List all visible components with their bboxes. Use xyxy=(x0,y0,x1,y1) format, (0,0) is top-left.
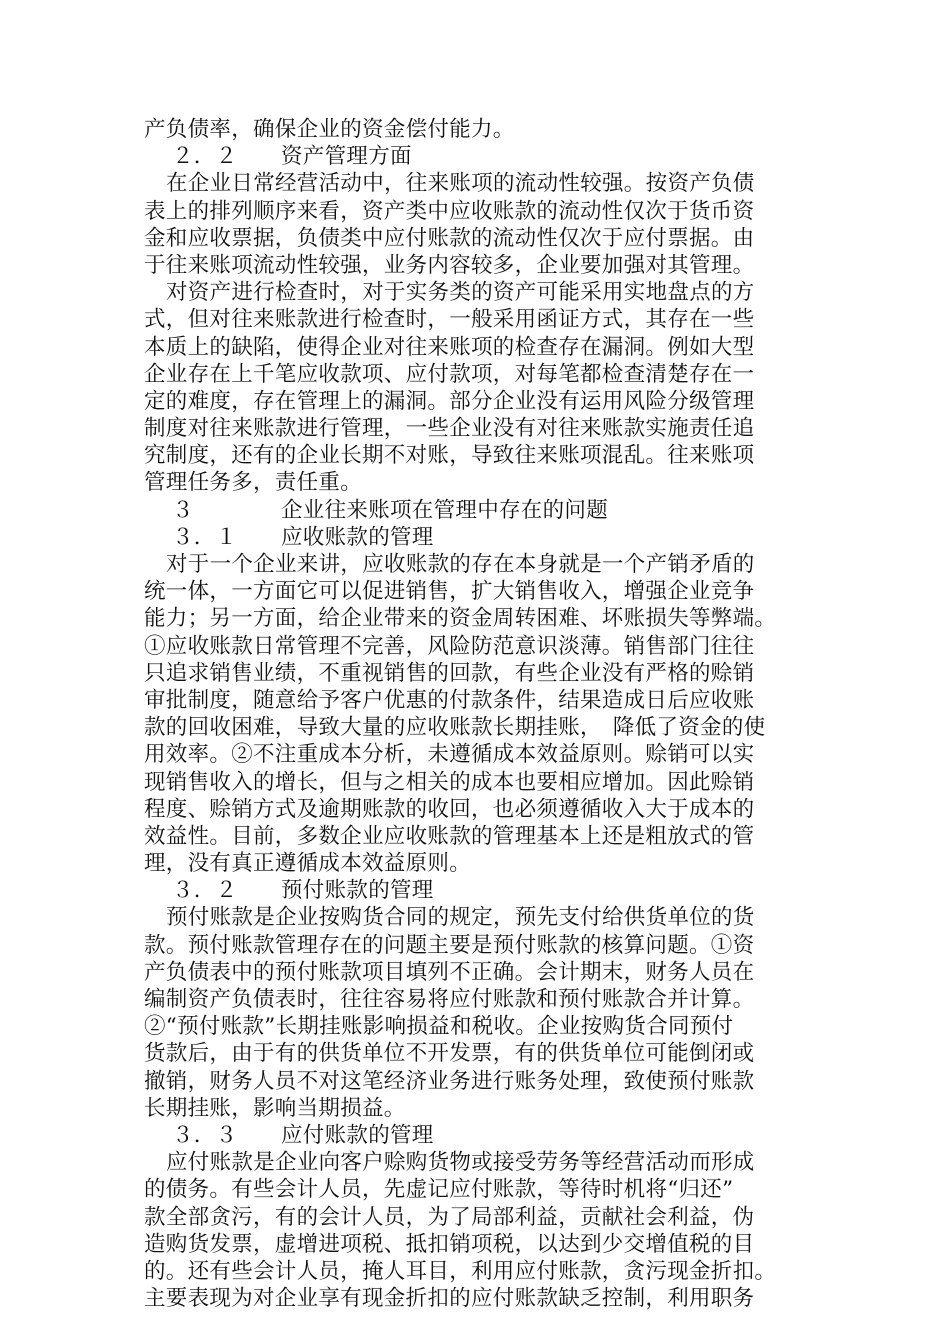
text-line: 理，没有真正遵循成本效益原则。 xyxy=(144,851,472,877)
text-line: 金和应收票据，负债类中应付账款的流动性仅次于应付票据。由 xyxy=(144,225,755,251)
text-line: 效益性。目前，多数企业应收账款的管理基本上还是粗放式的管 xyxy=(144,823,755,849)
text-line: 款全部贪污，有的会计人员，为了局部利益，贡献社会利益，伪 xyxy=(144,1204,755,1230)
text-line: 产负债表中的预付账款项目填列不正确。会计期末，财务人员在 xyxy=(144,959,755,985)
text-line: 款的回收困难，导致大量的应收账款长期挂账， 降低了资金的使 xyxy=(144,715,766,741)
paragraph-first-line: 对资产进行检查时，对于实务类的资产可能采用实地盘点的方 xyxy=(166,280,755,306)
paragraph-first-line: 应付账款是企业向客户赊购货物或接受劳务等经营活动而形成 xyxy=(166,1150,755,1176)
text-line: ①应收账款日常管理不完善，风险防范意识淡薄。销售部门往往 xyxy=(144,633,755,659)
text-line: 编制资产负债表时，往往容易将应付账款和预付账款合并计算。 xyxy=(144,987,755,1012)
subsection-heading: ３．３ 应付账款的管理 xyxy=(172,1122,434,1148)
text-line: 企业存在上千笔应收款项、应付款项，对每笔都检查清楚存在一 xyxy=(144,361,755,387)
text-line: 本质上的缺陷，使得企业对往来账项的检查存在漏洞。例如大型 xyxy=(144,334,755,360)
paragraph-first-line: 预付账款是企业按购货合同的规定，预先支付给供货单位的货 xyxy=(166,905,755,931)
text-line: 制度对往来账款进行管理，一些企业没有对往来账款实施责任追 xyxy=(144,416,755,442)
text-line: 撤销，财务人员不对这笔经济业务进行账务处理，致使预付账款 xyxy=(144,1068,755,1094)
text-line: 能力；另一方面，给企业带来的资金周转困难、坏账损失等弊端。 xyxy=(144,606,777,632)
subsection-heading: ３．１ 应收账款的管理 xyxy=(172,524,434,550)
document-body xyxy=(144,116,794,1312)
text-line: 只追求销售业绩，不重视销售的回款，有些企业没有严格的赊销 xyxy=(144,660,755,686)
text-line: 长期挂账，影响当期损益。 xyxy=(144,1095,406,1121)
text-line: 表上的排列顺序来看，资产类中应收账款的流动性仅次于货币资 xyxy=(144,198,755,224)
text-line: 主要表现为对企业享有现金折扣的应付账款缺乏控制，利用职务 xyxy=(144,1286,755,1312)
text-line: 用效率。②不注重成本分析，未遵循成本效益原则。赊销可以实 xyxy=(144,742,755,768)
paragraph-first-line: 对于一个企业来讲，应收账款的存在本身就是一个产销矛盾的 xyxy=(166,552,755,577)
text-line: 程度、赊销方式及逾期账款的收回，也必须遵循收入大于成本的 xyxy=(144,796,755,822)
text-line: 式，但对往来账款进行检查时，一般采用函证方式，其存在一些 xyxy=(144,307,755,333)
text-line: 货款后，由于有的供货单位不开发票，有的供货单位可能倒闭或 xyxy=(144,1041,755,1067)
text-line: ②“预付账款”长期挂账影响损益和税收。企业按购货合同预付 xyxy=(144,1014,734,1040)
text-line: 款。预付账款管理存在的问题主要是预付账款的核算问题。①资 xyxy=(144,932,755,958)
section-heading: ３ 企业往来账项在管理中存在的问题 xyxy=(172,497,609,523)
text-line: 审批制度，随意给予客户优惠的付款条件，结果造成日后应收账 xyxy=(144,687,755,713)
text-line: 于往来账项流动性较强，业务内容较多，企业要加强对其管理。 xyxy=(144,252,755,278)
text-line: 统一体，一方面它可以促进销售，扩大销售收入，增强企业竞争 xyxy=(144,579,755,605)
text-line: 造购货发票，虚增进项税、抵扣销项税，以达到少交增值税的目 xyxy=(144,1231,755,1257)
subsection-heading: ２．２ 资产管理方面 xyxy=(172,144,412,170)
text-line: 定的难度，存在管理上的漏洞。部分企业没有运用风险分级管理 xyxy=(144,388,755,414)
paragraph-first-line: 在企业日常经营活动中，往来账项的流动性较强。按资产负债 xyxy=(166,171,755,197)
text-line: 究制度，还有的企业长期不对账，导致往来账项混乱。往来账项 xyxy=(144,443,755,469)
text-line: 现销售收入的增长，但与之相关的成本也要相应增加。因此赊销 xyxy=(144,769,755,795)
text-line: 的。还有些会计人员，掩人耳目，利用应付账款，贪污现金折扣。 xyxy=(144,1258,777,1284)
subsection-heading: ３．２ 预付账款的管理 xyxy=(172,878,434,904)
text-line: 的债务。有些会计人员，先虚记应付账款，等待时机将“归还” xyxy=(144,1177,734,1203)
text-line: 管理任务多，责任重。 xyxy=(144,470,363,496)
text-line: 产负债率，确保企业的资金偿付能力。 xyxy=(144,117,515,142)
